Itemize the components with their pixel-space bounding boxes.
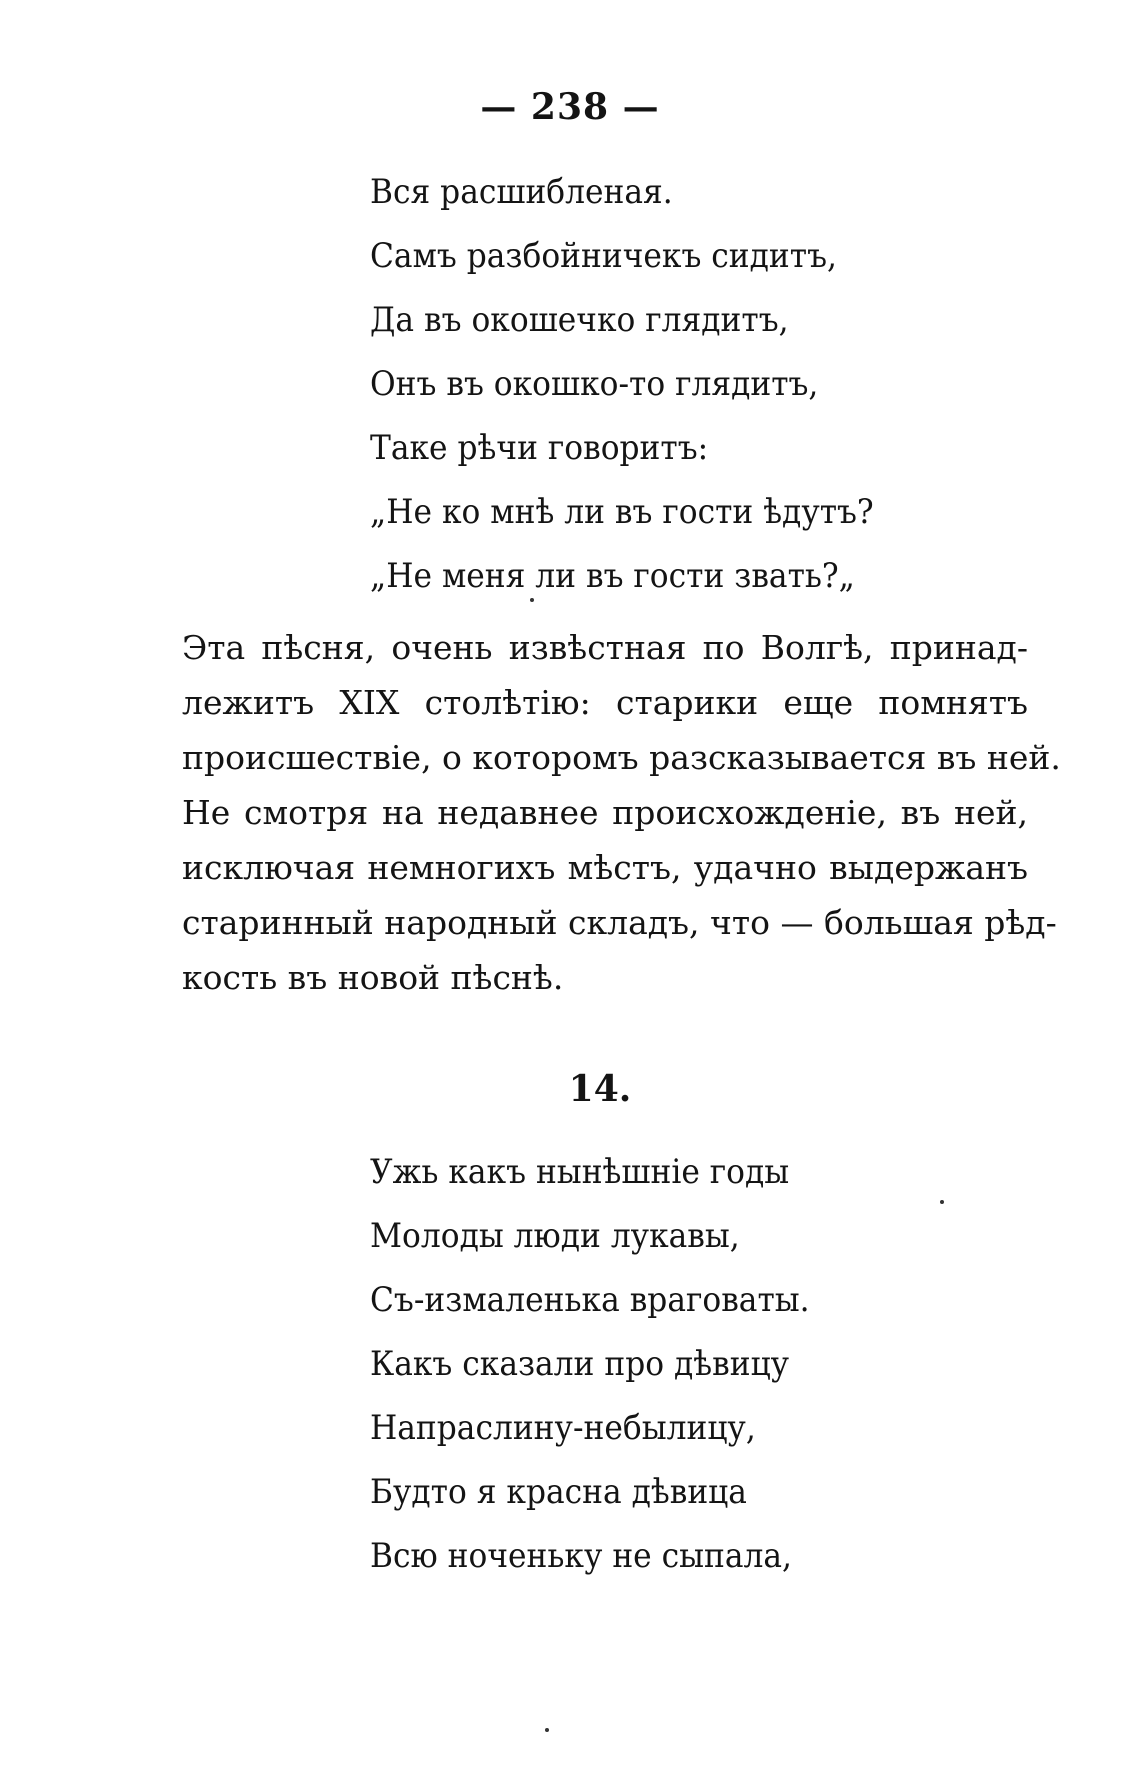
verse-line: „Не ко мнѣ ли въ гости ѣдутъ? bbox=[370, 492, 874, 532]
song-number: 14. bbox=[568, 1068, 632, 1110]
verse-line: Онъ въ окошко-то глядитъ, bbox=[370, 364, 819, 404]
print-speck bbox=[940, 1200, 944, 1204]
verse-line: Всю ноченьку не сыпала, bbox=[370, 1536, 793, 1576]
verse-stanza-top bbox=[370, 160, 918, 608]
verse-line: Съ-измаленька враговаты. bbox=[370, 1280, 810, 1320]
verse-line: Самъ разбойничекъ сидитъ, bbox=[370, 236, 837, 276]
print-speck bbox=[530, 598, 534, 602]
verse-line: Вся расшибленая. bbox=[370, 172, 673, 212]
verse-line: Молоды люди лукавы, bbox=[370, 1216, 740, 1256]
verse-line: Ужь какъ нынѣшніе годы bbox=[370, 1152, 790, 1192]
paragraph-line: Эта пѣсня, очень извѣстная по Волгѣ, принад- bbox=[182, 628, 1028, 667]
paragraph-line: лежитъ XIX столѣтію: старики еще помнятъ bbox=[182, 683, 1028, 722]
verse-line: Будто я красна дѣвица bbox=[370, 1472, 747, 1512]
paragraph-line: кость въ новой пѣснѣ. bbox=[182, 958, 564, 997]
verse-line: „Не меня ли въ гости звать?„ bbox=[370, 556, 855, 596]
verse-line: Какъ сказали про дѣвицу bbox=[370, 1344, 790, 1384]
paragraph-line: происшествіе, о которомъ разсказывается въ ней. bbox=[182, 738, 1061, 777]
print-speck bbox=[545, 1728, 549, 1732]
paragraph-line: старинный народный складъ, что — большая рѣд- bbox=[182, 903, 1057, 942]
verse-stanza-song-14 bbox=[370, 1140, 848, 1588]
paragraph-line: Не смотря на недавнее происхожденіе, въ ней, bbox=[182, 793, 1028, 832]
commentary-paragraph bbox=[182, 620, 1061, 1005]
verse-line: Напраслину-небылицу, bbox=[370, 1408, 756, 1448]
page-number: — 238 — bbox=[480, 86, 660, 128]
paragraph-line: исключая немногихъ мѣстъ, удачно выдержанъ bbox=[182, 848, 1028, 887]
verse-line: Таке рѣчи говоритъ: bbox=[370, 428, 709, 468]
verse-line: Да въ окошечко глядитъ, bbox=[370, 300, 789, 340]
